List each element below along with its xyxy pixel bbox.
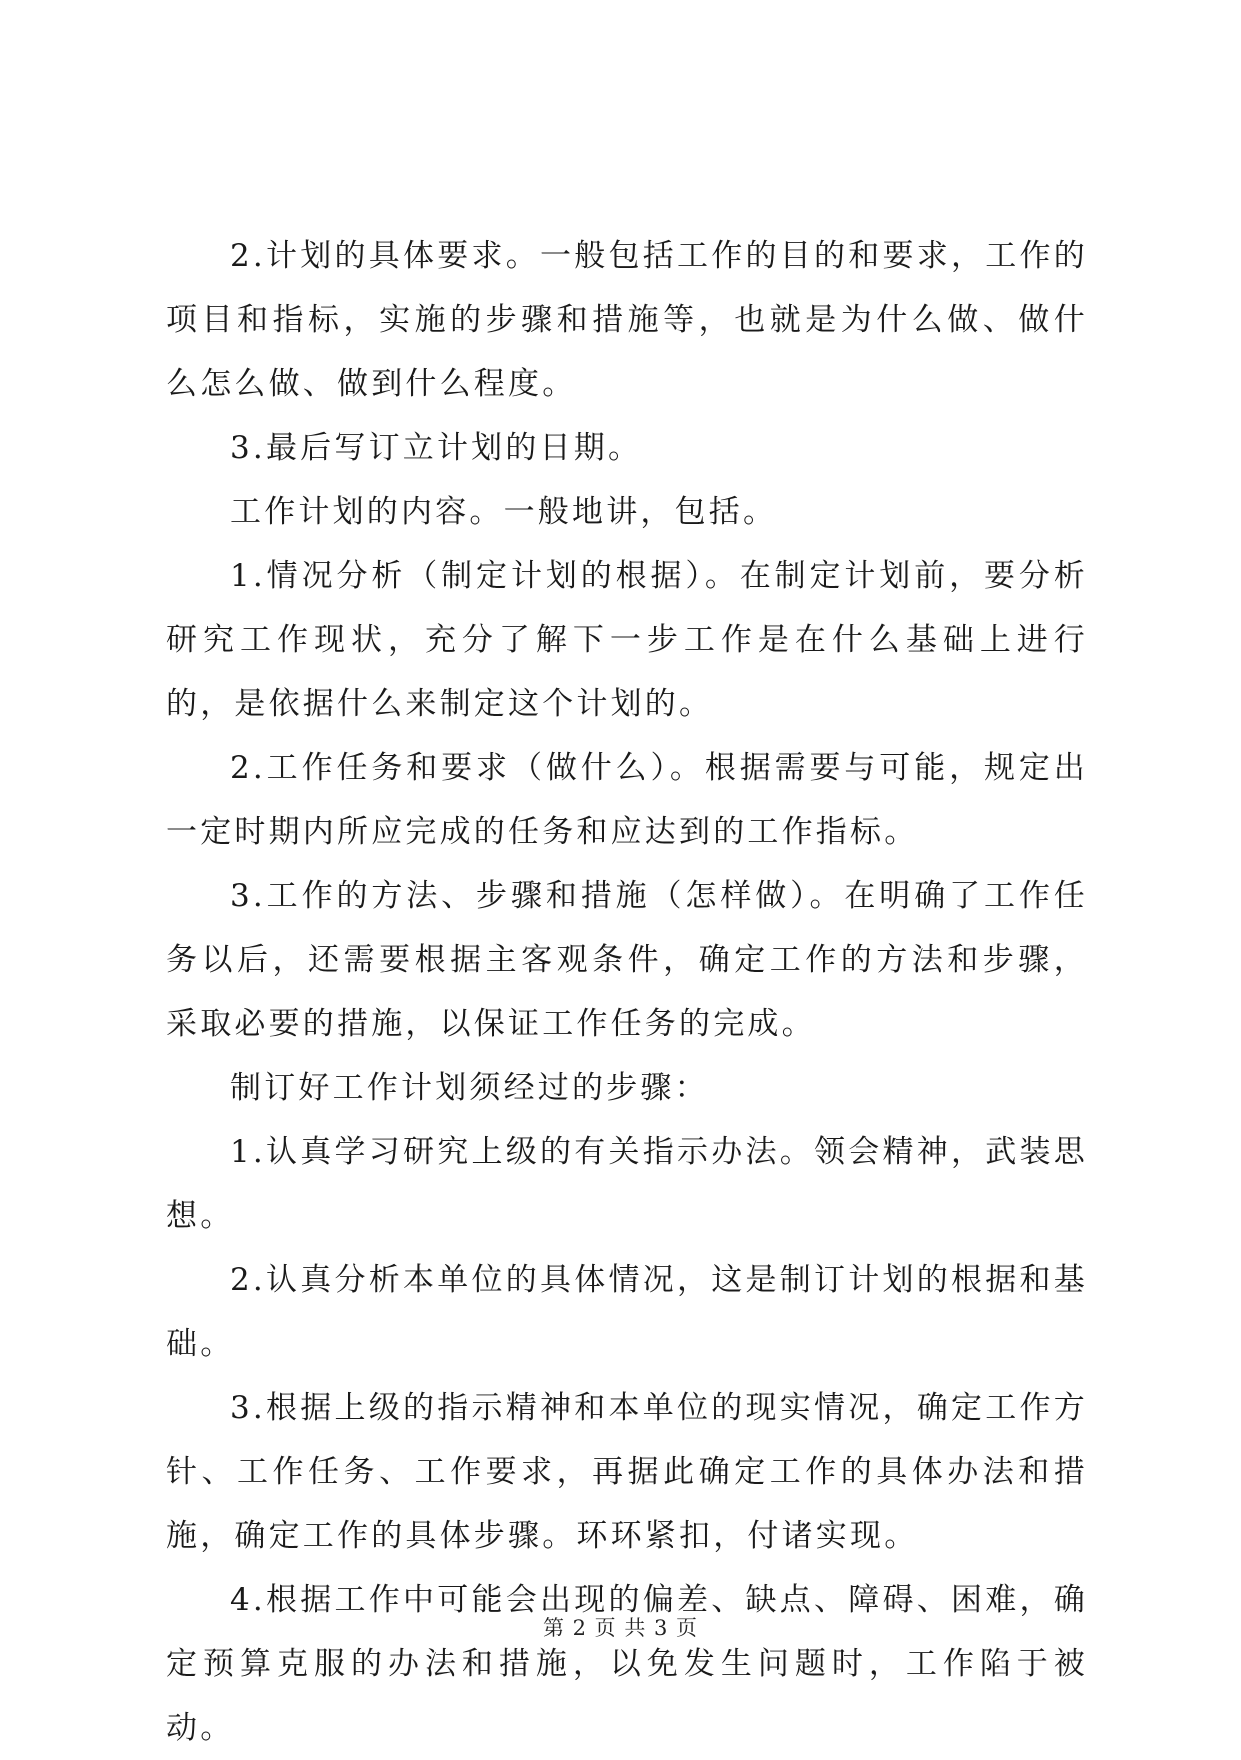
paragraph: 工作计划的内容。一般地讲，包括。 bbox=[230, 494, 778, 530]
paragraph: 4.根据工作中可能会出现的偏差、缺点、障碍、困难，确定预算克服的办法和措施，以免发生问题时，工作陷于被动。 bbox=[166, 1582, 1088, 1746]
paragraph: 2.认真分析本单位的具体情况，这是制订计划的根据和基础。 bbox=[166, 1262, 1088, 1362]
page-number-footer: 第 2 页 共 3 页 bbox=[542, 1616, 699, 1640]
paragraph: 2.计划的具体要求。一般包括工作的目的和要求，工作的项目和指标，实施的步骤和措施等，也就是为什么做、做什么怎么做、做到什么程度。 bbox=[166, 238, 1088, 402]
paragraph: 制订好工作计划须经过的步骤： bbox=[230, 1070, 709, 1106]
paragraph: 3.根据上级的指示精神和本单位的现实情况，确定工作方针、工作任务、工作要求，再据此确定工作的具体办法和措施，确定工作的具体步骤。环环紧扣，付诸实现。 bbox=[166, 1390, 1088, 1554]
paragraph: 1.情况分析（制定计划的根据）。在制定计划前，要分析研究工作现状，充分了解下一步工作是在什么基础上进行的，是依据什么来制定这个计划的。 bbox=[166, 558, 1088, 722]
document-body bbox=[166, 224, 1088, 1760]
paragraph: 2.工作任务和要求（做什么）。根据需要与可能，规定出一定时期内所应完成的任务和应达到的工作指标。 bbox=[166, 750, 1088, 850]
paragraph: 1.认真学习研究上级的有关指示办法。领会精神，武装思想。 bbox=[166, 1134, 1088, 1234]
paragraph: 3.最后写订立计划的日期。 bbox=[230, 430, 643, 466]
paragraph: 3.工作的方法、步骤和措施（怎样做）。在明确了工作任务以后，还需要根据主客观条件，确定工作的方法和步骤，采取必要的措施，以保证工作任务的完成。 bbox=[166, 878, 1088, 1042]
